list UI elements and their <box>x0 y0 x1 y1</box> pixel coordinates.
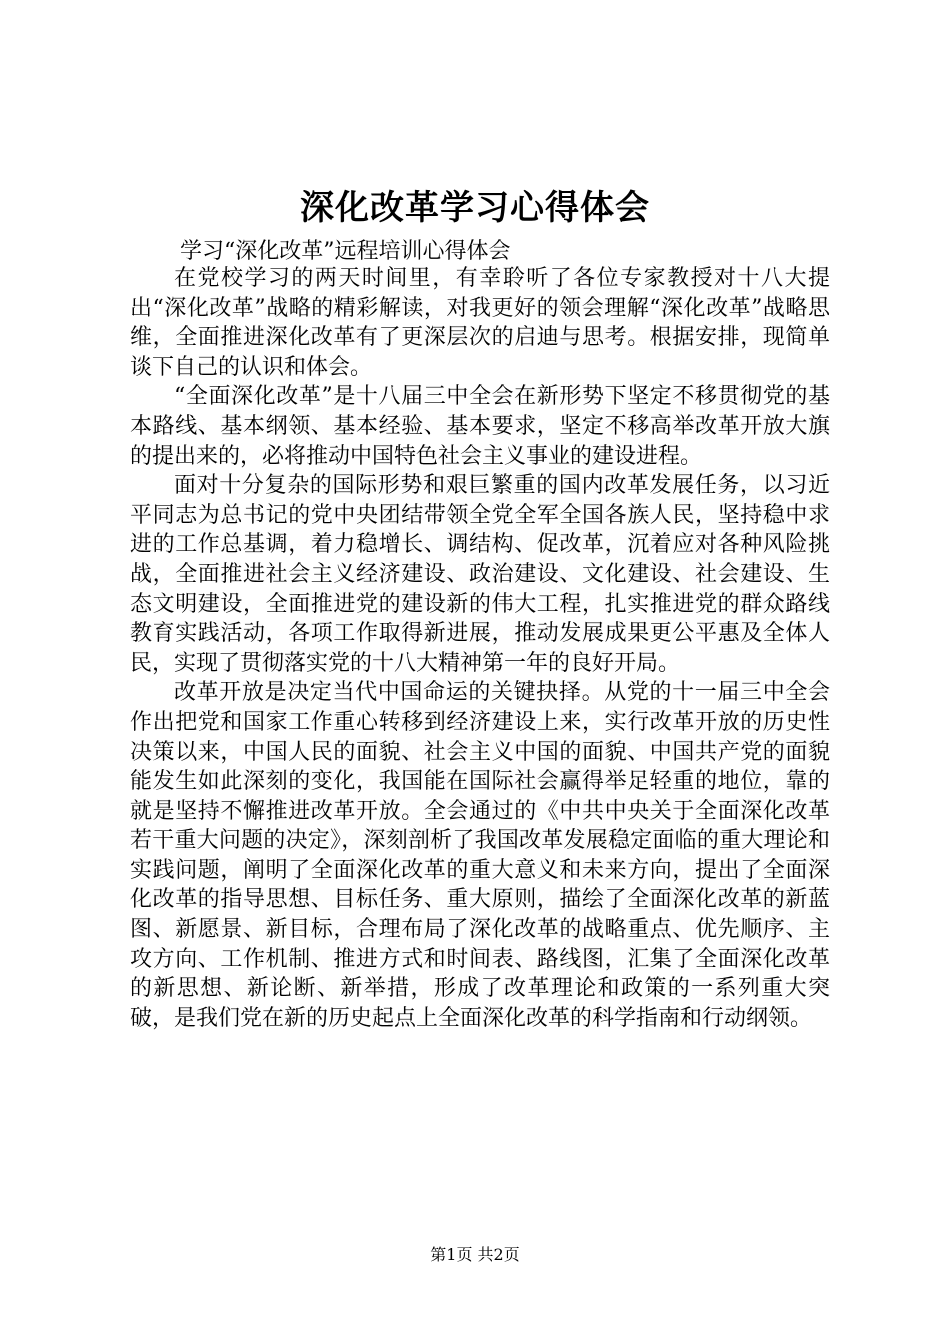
paragraph: 面对十分复杂的国际形势和艰巨繁重的国内改革发展任务，以习近平同志为总书记的党中央团结带领全党全军全国各族人民，坚持稳中求进的工作总基调，着力稳增长、调结构、促改革，沉着应对各种风险挑战，全面推进社会主义经济建设、政治建设、文化建设、社会建设、生态文明建设，全面推进党的建设新的伟大工程，扎实推进党的群众路线教育实践活动，各项工作取得新进展，推动发展成果更公平惠及全体人民，实现了贯彻落实党的十八大精神第一年的良好开局。 <box>130 473 830 676</box>
document-body <box>130 264 830 1033</box>
document-title: 深化改革学习心得体会 <box>300 188 650 228</box>
page-footer: 第1页 共2页 <box>430 1245 520 1264</box>
paragraph: 在党校学习的两天时间里，有幸聆听了各位专家教授对十八大提出“深化改革”战略的精彩解读，对我更好的领会理解“深化改革”战略思维，全面推进深化改革有了更深层次的启迪与思考。根据安排，现简单谈下自己的认识和体会。 <box>130 266 830 380</box>
paragraph: “全面深化改革”是十八届三中全会在新形势下坚定不移贯彻党的基本路线、基本纲领、基本经验、基本要求，坚定不移高举改革开放大旗的提出来的，必将推动中国特色社会主义事业的建设进程。 <box>130 384 830 469</box>
paragraph: 改革开放是决定当代中国命运的关键抉择。从党的十一届三中全会作出把党和国家工作重心转移到经济建设上来，实行改革开放的历史性决策以来，中国人民的面貌、社会主义中国的面貌、中国共产党的面貌能发生如此深刻的变化，我国能在国际社会赢得举足轻重的地位，靠的就是坚持不懈推进改革开放。全会通过的《中共中央关于全面深化改革若干重大问题的决定》，深刻剖析了我国改革发展稳定面临的重大理论和实践问题，阐明了全面深化改革的重大意义和未来方向，提出了全面深化改革的指导思想、目标任务、重大原则，描绘了全面深化改革的新蓝图、新愿景、新目标，合理布局了深化改革的战略重点、优先顺序、主攻方向、工作机制、推进方式和时间表、路线图，汇集了全面深化改革的新思想、新论断、新举措，形成了改革理论和政策的一系列重大突破，是我们党在新的历史起点上全面深化改革的科学指南和行动纲领。 <box>130 680 830 1031</box>
document-subtitle: 学习“深化改革”远程培训心得体会 <box>180 239 511 264</box>
